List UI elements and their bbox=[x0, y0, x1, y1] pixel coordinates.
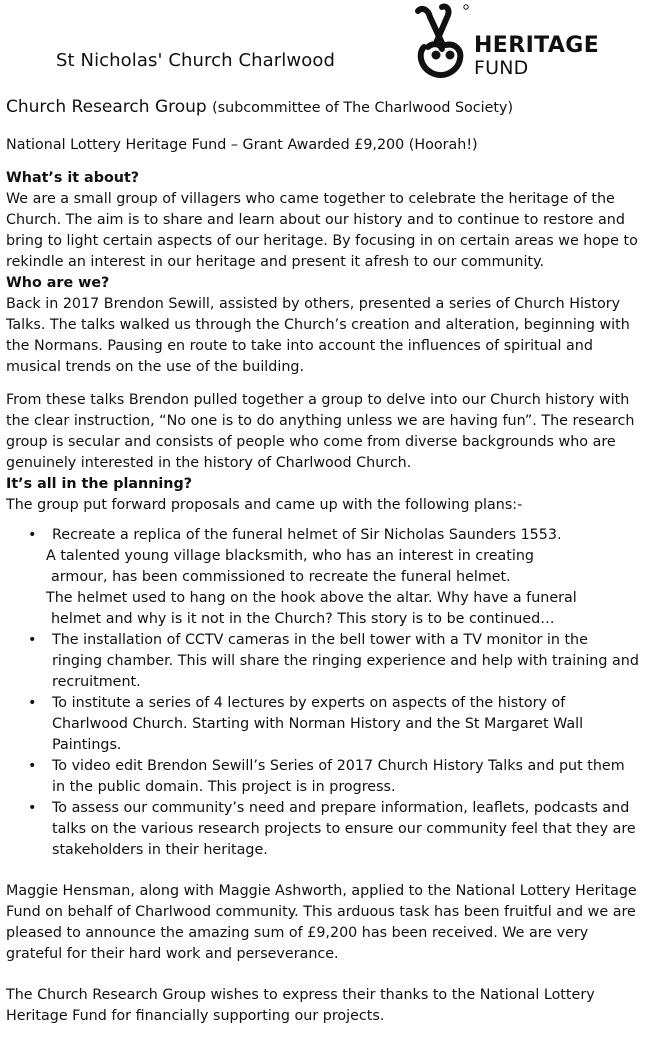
about-heading: What’s it about? bbox=[6, 170, 140, 186]
bullet: • bbox=[28, 695, 37, 711]
group-title: Church Research Group bbox=[6, 97, 207, 117]
crossed-fingers-icon bbox=[408, 3, 470, 81]
plans-list bbox=[6, 525, 640, 546]
plan-text: To assess our community’s need and prepare information, leaflets, podcasts and talks on the various research projects to ensure our community feel that they are stakeholders in their heritage. bbox=[52, 800, 636, 858]
plan-detail-line: armour, has been commissioned to recreate the funeral helmet. bbox=[51, 569, 511, 585]
who-text: Back in 2017 Brendon Sewill, assisted by others, presented a series of Church History Talks. The talks walked us through the Church’s creation and alteration, beginning with the Normans. Pausing en route to take into account the influences of spiritual and musical trends on the use of the building. bbox=[6, 296, 630, 375]
logo-line-1: HERITAGE bbox=[474, 33, 600, 58]
plans-list-continued bbox=[6, 630, 640, 861]
plan-detail-line: A talented young village blacksmith, who has an interest in creating bbox=[46, 548, 534, 564]
plan-detail-line: helmet and why is it not in the Church? This story is to be continued… bbox=[51, 611, 555, 627]
group-title-line bbox=[6, 94, 640, 121]
list-item bbox=[6, 756, 640, 798]
bullet: • bbox=[28, 632, 37, 648]
talks-text: From these talks Brendon pulled together a group to delve into our Church history with the clear instruction, “No one is to do anything unless we are having fun”. The research group is secular and consists of people who come from diverse backgrounds who are genuinely interested in the history of Charlwood Church. bbox=[6, 392, 635, 471]
planning-intro: The group put forward proposals and came up with the following plans:- bbox=[6, 497, 523, 513]
list-item bbox=[6, 630, 640, 693]
plan-text: To video edit Brendon Sewill’s Series of 2017 Church History Talks and put them in the public domain. This project is in progress. bbox=[52, 758, 625, 795]
plan-text: Recreate a replica of the funeral helmet of Sir Nicholas Saunders 1553. bbox=[52, 527, 562, 543]
about-text: We are a small group of villagers who came together to celebrate the heritage of the Church. The aim is to share and learn about our history and to continue to restore and bring to light certain aspects of our heritage. By focusing in on certain areas we hope to rekindle an interest in our heritage and present it afresh to our community. bbox=[6, 191, 638, 270]
plan-text: To institute a series of 4 lectures by experts on aspects of the history of Charlwood Church. Starting with Norman History and the St Margaret Wall Paintings. bbox=[52, 695, 584, 753]
plan-text: The installation of CCTV cameras in the bell tower with a TV monitor in the ringing chamber. This will share the ringing experience and help with training and recruitment. bbox=[52, 632, 639, 690]
heritage-fund-logo bbox=[408, 3, 608, 83]
planning-heading: It’s all in the planning? bbox=[6, 476, 192, 492]
plan-detail-line: The helmet used to hang on the hook above the altar. Why have a funeral bbox=[46, 590, 577, 606]
bullet: • bbox=[28, 758, 37, 774]
list-item bbox=[6, 798, 640, 861]
church-name: St Nicholas' Church Charlwood bbox=[56, 50, 335, 71]
bullet: • bbox=[28, 800, 37, 816]
document-body bbox=[6, 94, 640, 1027]
bullet: • bbox=[28, 527, 37, 543]
list-item bbox=[6, 693, 640, 756]
who-heading: Who are we? bbox=[6, 275, 110, 291]
thanks-text: The Church Research Group wishes to express their thanks to the National Lottery Heritage Fund for financially supporting our projects. bbox=[6, 987, 595, 1024]
grant-line: National Lottery Heritage Fund – Grant Awarded £9,200 (Hoorah!) bbox=[6, 137, 478, 153]
logo-line-2: FUND bbox=[474, 57, 529, 79]
list-item bbox=[6, 525, 640, 546]
group-subtitle: (subcommittee of The Charlwood Society) bbox=[212, 100, 514, 116]
application-text: Maggie Hensman, along with Maggie Ashworth, applied to the National Lottery Heritage Fund on behalf of Charlwood community. This arduous task has been fruitful and we are pleased to announce the amazing sum of £9,200 has been received. We are very grateful for their hard work and perseverance. bbox=[6, 883, 637, 962]
